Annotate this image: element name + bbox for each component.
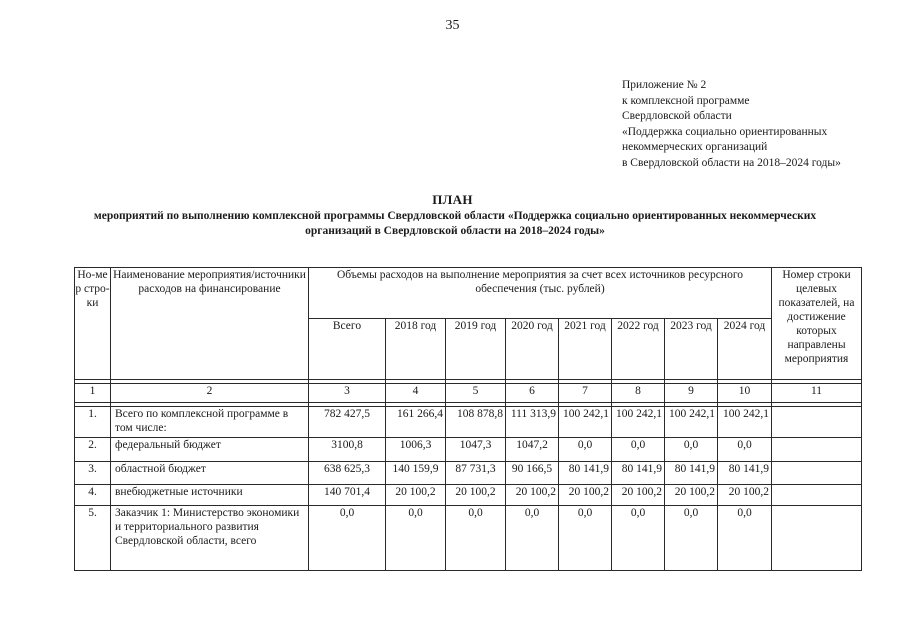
column-number: 8 [612, 384, 665, 403]
value-2018: 161 266,4 [386, 407, 446, 438]
value-2020: 90 166,5 [506, 462, 559, 485]
value-2020: 20 100,2 [506, 485, 559, 506]
value-2022: 20 100,2 [612, 485, 665, 506]
value-2020: 111 313,9 [506, 407, 559, 438]
table-row [75, 407, 862, 438]
value-total: 0,0 [309, 506, 386, 571]
value-2018: 20 100,2 [386, 485, 446, 506]
column-number: 7 [559, 384, 612, 403]
value-2024: 0,0 [718, 506, 772, 571]
value-2024: 80 141,9 [718, 462, 772, 485]
value-2023: 80 141,9 [665, 462, 718, 485]
header-name: Наименование мероприятия/источники расходов на финансирование [111, 268, 309, 380]
header-row-number: Но-мер стро-ки [75, 268, 111, 380]
value-2023: 20 100,2 [665, 485, 718, 506]
value-2018: 140 159,9 [386, 462, 446, 485]
header-total: Всего [309, 319, 386, 380]
column-number-row [75, 384, 862, 403]
value-2019: 20 100,2 [446, 485, 506, 506]
value-2022: 80 141,9 [612, 462, 665, 485]
row-target [772, 485, 862, 506]
row-target [772, 438, 862, 462]
row-name: областной бюджет [111, 462, 309, 485]
value-total: 782 427,5 [309, 407, 386, 438]
row-name: федеральный бюджет [111, 438, 309, 462]
value-total: 638 625,3 [309, 462, 386, 485]
row-name: внебюджетные источники [111, 485, 309, 506]
table-row [75, 485, 862, 506]
value-total: 3100,8 [309, 438, 386, 462]
header-row [75, 268, 862, 319]
table-row [75, 462, 862, 485]
header-year: 2023 год [665, 319, 718, 380]
row-number: 3. [75, 462, 111, 485]
value-2018: 1006,3 [386, 438, 446, 462]
value-2020: 1047,2 [506, 438, 559, 462]
value-2023: 0,0 [665, 438, 718, 462]
header-target-row: Номер строки целевых показателей, на достижение которых направлены мероприятия [772, 268, 862, 380]
row-number: 1. [75, 407, 111, 438]
document-title: ПЛАН [432, 192, 473, 207]
row-target [772, 407, 862, 438]
value-2023: 100 242,1 [665, 407, 718, 438]
header-year: 2021 год [559, 319, 612, 380]
header-year: 2019 год [446, 319, 506, 380]
page-number: 35 [445, 18, 460, 33]
value-2022: 100 242,1 [612, 407, 665, 438]
document-subtitle: мероприятий по выполнению комплексной программы Свердловской области «Поддержка социально ориентированных некоммерческих организаций в Свердловской области на 2018–2024 годы» [93, 210, 817, 237]
row-target [772, 506, 862, 571]
value-2021: 100 242,1 [559, 407, 612, 438]
value-total: 140 701,4 [309, 485, 386, 506]
value-2023: 0,0 [665, 506, 718, 571]
value-2019: 87 731,3 [446, 462, 506, 485]
column-number: 1 [75, 384, 111, 403]
table-row [75, 506, 862, 571]
value-2019: 108 878,8 [446, 407, 506, 438]
column-number: 4 [386, 384, 446, 403]
header-volumes: Объемы расходов на выполнение мероприятия за счет всех источников ресурсного обеспечения (тыс. рублей) [309, 268, 772, 319]
plan-table [74, 267, 862, 571]
column-number: 11 [772, 384, 862, 403]
appendix-line: «Поддержка социально ориентированных [622, 125, 828, 138]
header-year: 2020 год [506, 319, 559, 380]
column-number: 6 [506, 384, 559, 403]
value-2022: 0,0 [612, 438, 665, 462]
table-row [75, 438, 862, 462]
appendix-line: некоммерческих организаций [622, 141, 768, 153]
value-2021: 0,0 [559, 506, 612, 571]
value-2021: 80 141,9 [559, 462, 612, 485]
value-2022: 0,0 [612, 506, 665, 571]
appendix-note [622, 78, 841, 171]
value-2024: 0,0 [718, 438, 772, 462]
value-2018: 0,0 [386, 506, 446, 571]
appendix-line: Свердловской области [622, 110, 732, 122]
value-2020: 0,0 [506, 506, 559, 571]
row-name: Всего по комплексной программе в том числе: [111, 407, 309, 438]
column-number: 9 [665, 384, 718, 403]
column-number: 2 [111, 384, 309, 403]
value-2021: 20 100,2 [559, 485, 612, 506]
value-2019: 1047,3 [446, 438, 506, 462]
value-2021: 0,0 [559, 438, 612, 462]
column-number: 5 [446, 384, 506, 403]
header-year: 2024 год [718, 319, 772, 380]
header-year: 2022 год [612, 319, 665, 380]
column-number: 10 [718, 384, 772, 403]
value-2024: 100 242,1 [718, 407, 772, 438]
row-number: 4. [75, 485, 111, 506]
column-number: 3 [309, 384, 386, 403]
row-target [772, 462, 862, 485]
appendix-line: в Свердловской области на 2018–2024 годы» [622, 156, 841, 169]
row-number: 2. [75, 438, 111, 462]
header-year: 2018 год [386, 319, 446, 380]
appendix-line: к комплексной программе [622, 94, 750, 107]
row-number: 5. [75, 506, 111, 571]
value-2024: 20 100,2 [718, 485, 772, 506]
row-name: Заказчик 1: Министерство экономики и территориального развития Свердловской области, всего [111, 506, 309, 571]
appendix-line: Приложение № 2 [622, 79, 707, 91]
value-2019: 0,0 [446, 506, 506, 571]
